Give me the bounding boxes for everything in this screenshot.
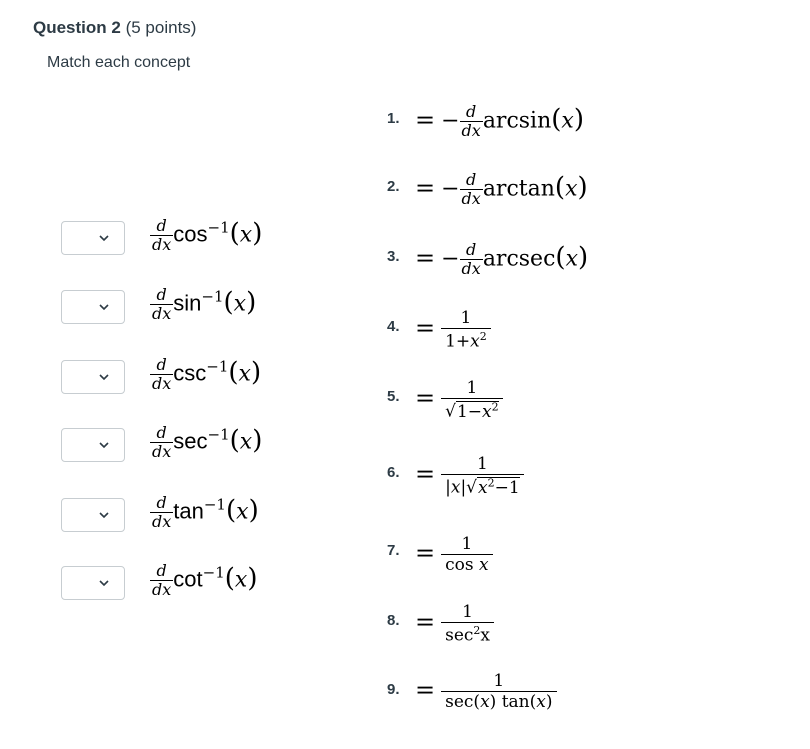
match-row — [61, 216, 321, 259]
answer-expression: = $\frac{1}{|x|√x^2-1}$ — [415, 456, 524, 497]
chevron-down-icon — [99, 441, 109, 449]
answer-expression: = $\frac{1}{√1-x^2}$ — [415, 380, 503, 421]
question-title: Question 2 — [33, 18, 121, 37]
answer-number: 8. — [387, 612, 400, 629]
chevron-down-icon — [99, 373, 109, 381]
answer-expression: = $\frac{1}{\sec^2x}$ — [415, 604, 494, 645]
answer-expression: = − $\frac{d}{dx}$ arcsec(x) — [415, 240, 589, 278]
answer-number: 4. — [387, 318, 400, 335]
answer-expression: = $\frac{1}{1+x^2}$ — [415, 310, 491, 351]
answer-item-6 — [387, 456, 787, 506]
question-points: (5 points) — [125, 18, 197, 37]
answer-item-4 — [387, 310, 787, 360]
answer-expression: = − $\frac{d}{dx}$ arctan(x) — [415, 170, 588, 208]
answer-item-7 — [387, 536, 787, 586]
answer-select[interactable] — [61, 566, 125, 600]
question-prompt: Match each concept — [47, 54, 191, 71]
answer-select[interactable] — [61, 428, 125, 462]
chevron-down-icon — [99, 234, 109, 242]
answer-item-9 — [387, 673, 787, 723]
answer-expression: = − $\frac{d}{dx}$ arcsin(x) — [415, 102, 584, 140]
match-row — [61, 561, 321, 604]
answer-item-3 — [387, 242, 787, 292]
answer-select[interactable] — [61, 498, 125, 532]
answer-number: 2. — [387, 178, 400, 195]
answer-item-5 — [387, 380, 787, 430]
answer-select[interactable] — [61, 290, 125, 324]
answer-number: 9. — [387, 681, 400, 698]
answer-number: 7. — [387, 542, 400, 559]
concept-expression: $\frac{d}{dx}$ $\cot^{-1}(x)$ — [152, 561, 258, 599]
chevron-down-icon — [99, 511, 109, 519]
answer-number: 5. — [387, 388, 400, 405]
match-row — [61, 285, 321, 328]
match-row — [61, 493, 321, 536]
answer-expression: = $\frac{1}{\sec(x) \tan(x)}$ — [415, 673, 557, 711]
answer-item-1 — [387, 104, 787, 154]
concept-expression: $\frac{d}{dx}$ $\cos^{-1}(x)$ — [152, 216, 263, 254]
match-row — [61, 355, 321, 398]
answer-expression: = $\frac{1}{\text{cos x}}$ — [415, 536, 493, 574]
chevron-down-icon — [99, 579, 109, 587]
concept-expression: $\frac{d}{dx}$ $\sec^{-1}(x)$ — [152, 423, 263, 461]
answer-item-8 — [387, 604, 787, 654]
concept-expression: $\frac{d}{dx}$ $\sin^{-1}(x)$ — [152, 285, 257, 323]
answer-number: 1. — [387, 110, 400, 127]
match-row — [61, 423, 321, 466]
answer-number: 6. — [387, 464, 400, 481]
concept-expression: $\frac{d}{dx}$ $\tan^{-1}(x)$ — [152, 493, 259, 531]
answer-select[interactable] — [61, 360, 125, 394]
answer-select[interactable] — [61, 221, 125, 255]
chevron-down-icon — [99, 303, 109, 311]
question-header — [33, 18, 196, 38]
concept-expression: $\frac{d}{dx}$ $\csc^{-1}(x)$ — [152, 355, 262, 393]
answer-item-2 — [387, 172, 787, 222]
answer-number: 3. — [387, 248, 400, 265]
